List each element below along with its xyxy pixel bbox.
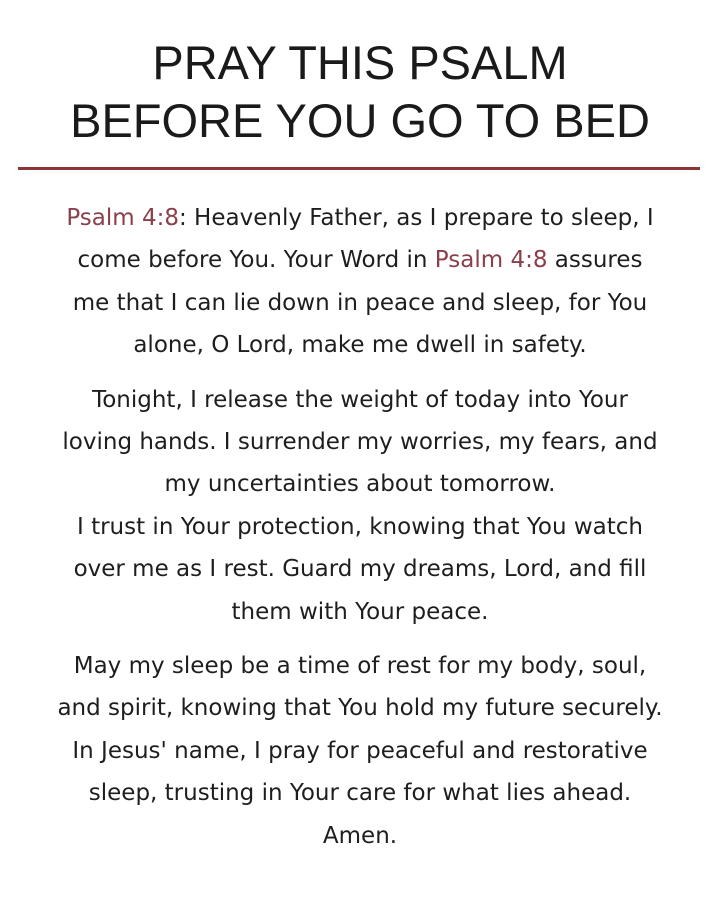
paragraph-1-line-2: [12, 239, 708, 281]
text-segment: : Heavenly Father, as I prepare to sleep, I: [179, 205, 654, 231]
paragraph-2-line: over me as I rest. Guard my dreams, Lord, and fill: [73, 556, 647, 583]
prayer-paragraph-2: [12, 379, 708, 633]
paragraph-1-line-3: me that I can lie down in peace and sleep, for You: [72, 289, 648, 316]
scripture-reference: Psalm 4:8: [434, 247, 548, 274]
amen-line: Amen.: [322, 822, 398, 849]
paragraph-2-line: Tonight, I release the weight of today into Your: [92, 386, 628, 413]
text-segment: assures: [547, 247, 643, 274]
paragraph-2-line: my uncertainties about tomorrow.: [164, 471, 556, 498]
title-line-2: BEFORE YOU GO TO BED: [70, 94, 650, 147]
prayer-paragraph-1: [12, 197, 708, 367]
paragraph-2-line: them with Your peace.: [231, 598, 489, 625]
paragraph-3-line: In Jesus' name, I pray for peaceful and restorative: [72, 737, 648, 764]
paragraph-2-line: I trust in Your protection, knowing that You watch: [76, 513, 644, 540]
paragraph-3-line: sleep, trusting in Your care for what lies ahead.: [88, 780, 632, 807]
prayer-body: [12, 197, 708, 857]
paragraph-1-line-1: [12, 197, 708, 239]
paragraph-1-line-4: alone, O Lord, make me dwell in safety.: [133, 332, 587, 359]
title-divider: [18, 167, 700, 170]
text-segment: come before You. Your Word in: [77, 247, 435, 274]
paragraph-2-line: loving hands. I surrender my worries, my fears, and: [62, 429, 658, 456]
title-line-1: PRAY THIS PSALM: [152, 36, 568, 89]
prayer-paragraph-3: [12, 645, 708, 857]
paragraph-3-line: May my sleep be a time of rest for my body, soul,: [73, 653, 647, 680]
scripture-reference: Psalm 4:8: [66, 205, 179, 231]
page-title: [0, 34, 720, 150]
paragraph-3-line: and spirit, knowing that You hold my future securely.: [57, 695, 663, 722]
